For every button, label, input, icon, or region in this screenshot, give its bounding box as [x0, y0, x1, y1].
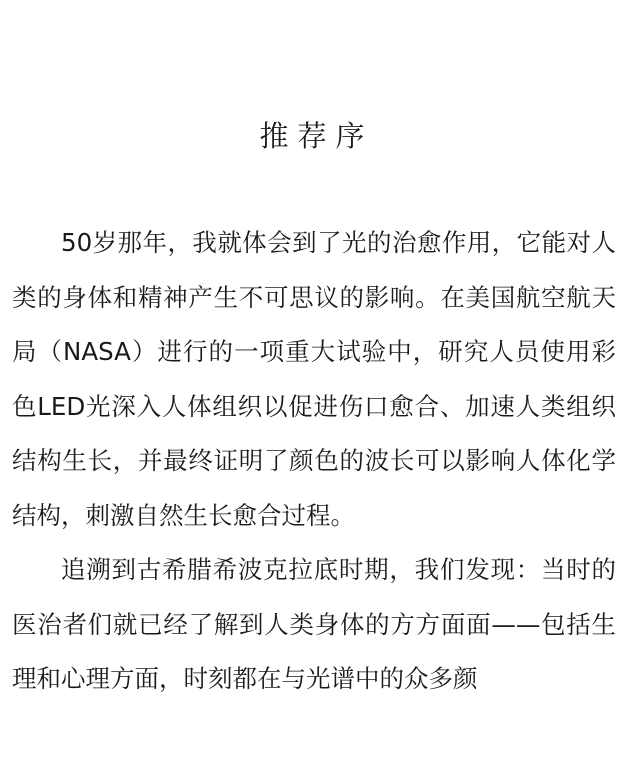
- body-text: [12, 216, 616, 707]
- paragraph-1: 50岁那年，我就体会到了光的治愈作用，它能对人类的身体和精神产生不可思议的影响。在美国航空航天局（NASA）进行的一项重大试验中，研究人员使用彩色LED光深入人体组织以促进伤口愈合、加速人类组织结构生长，并最终证明了颜色的波长可以影响人体化学结构，刺激自然生长愈合过程。: [12, 228, 616, 530]
- paragraph-2: 追溯到古希腊希波克拉底时期，我们发现：当时的医治者们就已经了解到人类身体的方方面面——包括生理和心理方面，时刻都在与光谱中的众多颜: [12, 555, 616, 693]
- chapter-title: 推荐序: [259, 119, 374, 153]
